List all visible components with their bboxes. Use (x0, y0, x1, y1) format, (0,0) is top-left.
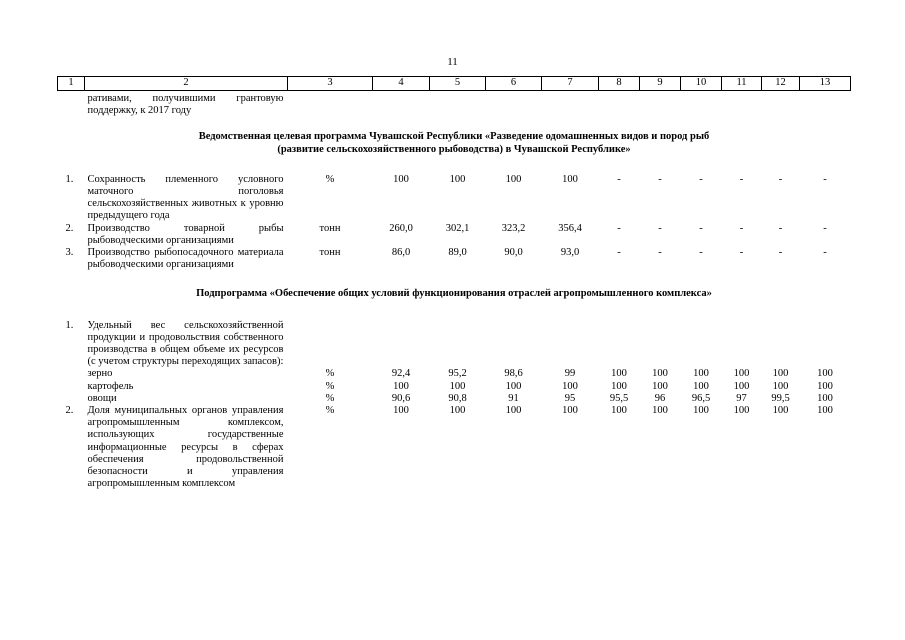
value-cell: 100 (817, 405, 833, 417)
value-cell: 100 (449, 380, 466, 392)
value-cell: 100 (611, 380, 627, 392)
value-cell: 100 (733, 380, 750, 392)
value-cell: 260,0 (389, 222, 413, 234)
unit: % (325, 380, 335, 392)
table-row (58, 381, 851, 393)
value-cell: - (617, 222, 621, 234)
value-cell: 100 (393, 405, 409, 417)
value-cell: 95,5 (609, 392, 629, 404)
subitem-label: картофель (87, 380, 134, 392)
value-cell: - (778, 222, 783, 234)
value-cell: 100 (449, 173, 466, 185)
value-cell: 95,2 (448, 368, 467, 380)
unit: % (325, 173, 335, 185)
value-cell: - (617, 247, 621, 259)
table-row (58, 393, 851, 405)
value-cell: - (739, 222, 744, 234)
column-number: 10 (681, 77, 722, 91)
column-number: 11 (722, 77, 762, 91)
page-number: 11 (447, 56, 458, 68)
value-cell: 97 (736, 392, 747, 404)
row-number: 1. (65, 319, 74, 331)
row-number: 2. (65, 222, 74, 234)
value-cell: 90,8 (448, 392, 467, 404)
value-cell: 90,6 (391, 392, 411, 404)
unit: % (325, 405, 335, 417)
unit: тонн (319, 222, 341, 234)
value-cell: 100 (505, 405, 522, 417)
value-cell: 302,1 (445, 222, 470, 234)
unit: % (325, 368, 335, 380)
value-cell: 100 (562, 405, 578, 417)
value-cell: 100 (652, 380, 668, 392)
value-cell: 100 (393, 380, 409, 392)
table-row (58, 223, 851, 247)
value-cell: - (823, 173, 827, 185)
value-cell: 100 (562, 173, 578, 185)
value-cell: 100 (505, 380, 522, 392)
row-number: 1. (65, 173, 74, 185)
unit: % (325, 392, 335, 404)
column-number: 7 (542, 77, 599, 91)
value-cell: 89,0 (448, 247, 467, 259)
value-cell: 100 (772, 380, 789, 392)
value-cell: - (778, 173, 783, 185)
continuation-row (58, 91, 851, 118)
value-cell: - (778, 247, 783, 259)
value-cell: - (823, 222, 827, 234)
row-number: 3. (65, 247, 74, 259)
value-cell: 100 (393, 173, 409, 185)
value-cell: 93,0 (560, 247, 580, 259)
value-cell: 323,2 (501, 222, 526, 234)
value-cell: 100 (505, 173, 522, 185)
value-cell: - (658, 173, 662, 185)
subitem-label: зерно (87, 368, 113, 380)
value-cell: - (658, 222, 662, 234)
column-number: 2 (85, 77, 288, 91)
value-cell: - (699, 247, 703, 259)
value-cell: 100 (772, 405, 789, 417)
value-cell: 96,5 (691, 392, 711, 404)
table-row (58, 247, 851, 271)
value-cell: - (739, 173, 744, 185)
value-cell: 100 (611, 405, 627, 417)
value-cell: 100 (817, 368, 833, 380)
indicator-name: Доля муниципальных органов управления агропромышленным комплексом, использующих государственные информационные ресурсы в сферах обеспечения продовольственной безопасности и управления агропромышленным комплексом (87, 405, 284, 490)
value-cell: 92,4 (391, 368, 411, 380)
table-row (58, 405, 851, 490)
value-cell: - (739, 247, 744, 259)
value-cell: 90,0 (504, 247, 523, 259)
column-number: 4 (373, 77, 430, 91)
value-cell: 100 (733, 368, 750, 380)
value-cell: - (617, 173, 621, 185)
column-number: 8 (599, 77, 640, 91)
value-cell: 95 (564, 392, 576, 404)
value-cell: - (823, 247, 827, 259)
table-row (58, 174, 851, 223)
value-cell: 96 (654, 392, 666, 404)
indicator-name: Производство товарной рыбы рыбоводческими организациями (87, 222, 284, 246)
unit: тонн (319, 247, 341, 259)
value-cell: 100 (772, 368, 789, 380)
value-cell: - (658, 247, 662, 259)
column-number: 9 (640, 77, 681, 91)
value-cell: 99 (564, 368, 576, 380)
value-cell: 98,6 (504, 368, 523, 380)
value-cell: 100 (562, 380, 578, 392)
table-row (58, 320, 851, 369)
value-cell: 100 (652, 405, 668, 417)
table-row (58, 368, 851, 380)
value-cell: 91 (508, 392, 519, 404)
section-title-line: (развитие сельскохозяйственного рыбоводства) в Чувашской Республике» (277, 143, 631, 155)
row-number: 2. (65, 405, 74, 417)
value-cell: 356,4 (558, 222, 582, 234)
column-number: 1 (58, 77, 85, 91)
column-number: 12 (762, 77, 800, 91)
value-cell: 100 (693, 368, 709, 380)
value-cell: 100 (611, 368, 627, 380)
value-cell: 100 (693, 380, 709, 392)
value-cell: 100 (449, 405, 466, 417)
value-cell: 100 (817, 392, 833, 404)
value-cell: 100 (733, 405, 750, 417)
section-title-2 (58, 288, 851, 300)
section-title-line: Ведомственная целевая программа Чувашской Республики «Разведение одомашненных видов и пород рыб (198, 131, 710, 143)
column-numbers-row (58, 77, 851, 91)
indicator-name: Удельный вес сельскохозяйственной продукции и продовольствия собственного производства в общем объеме их ресурсов (с учетом структуры переходящих запасов): (87, 319, 284, 368)
column-number: 6 (486, 77, 542, 91)
value-cell: 86,0 (391, 247, 411, 259)
subitem-label: овощи (87, 392, 117, 404)
indicator-name: Производство рыбопосадочного материала рыбоводческими организациями (87, 247, 284, 271)
section-title-line: Подпрограмма «Обеспечение общих условий функционирования отраслей агропромышленного комплекса» (196, 288, 712, 300)
value-cell: - (699, 173, 703, 185)
continuation-text: ративами, получившими грантовую поддержку, к 2017 году (87, 93, 284, 117)
value-cell: 100 (652, 368, 668, 380)
indicator-table (57, 76, 851, 490)
value-cell: 100 (693, 405, 709, 417)
column-number: 5 (430, 77, 486, 91)
section-title-1 (58, 131, 851, 155)
value-cell: 99,5 (771, 392, 790, 404)
value-cell: 100 (817, 380, 833, 392)
value-cell: - (699, 222, 703, 234)
column-number: 3 (288, 77, 373, 91)
column-number: 13 (800, 77, 851, 91)
indicator-name: Сохранность племенного условного маточного поголовья сельскохозяйственных животных к уровню предыдущего года (87, 173, 284, 222)
